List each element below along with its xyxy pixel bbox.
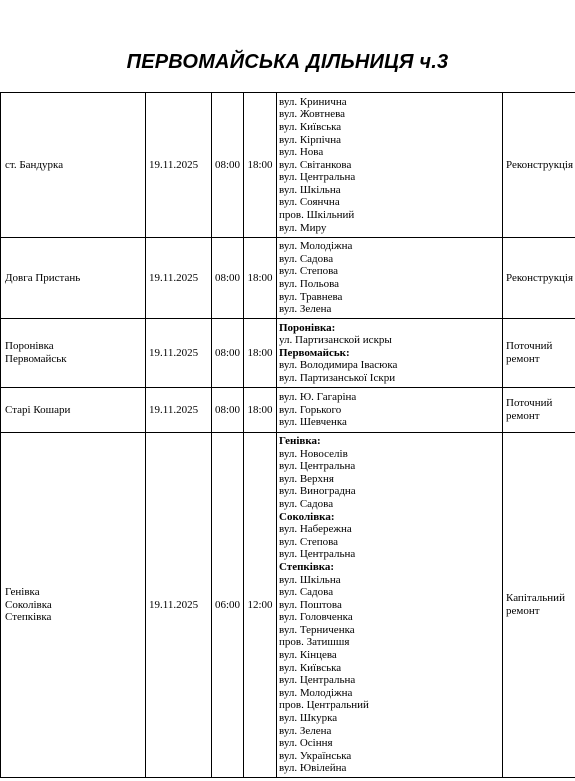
schedule-body	[1, 93, 575, 778]
date-cell: 19.11.2025	[146, 319, 212, 388]
settlement-cell	[1, 93, 146, 238]
start-time-cell: 08:00	[212, 319, 244, 388]
settlement-name: Степківка	[5, 611, 52, 624]
settlement-name: ст. Бандурка	[5, 158, 64, 171]
street-name: вул. Польова	[279, 278, 340, 290]
start-time-cell: 08:00	[212, 238, 244, 319]
settlement-heading: Генівка:	[279, 434, 321, 447]
street-name: вул. Кринична	[279, 95, 347, 108]
settlement-name: Старі Кошари	[5, 403, 71, 416]
street-name: вул. Київська	[279, 120, 342, 133]
settlement-name: Генівка	[5, 586, 40, 599]
table-row	[1, 388, 575, 433]
date-cell: 19.11.2025	[146, 433, 212, 778]
streets-cell	[277, 388, 503, 433]
street-name: вул. Кірпічна	[279, 133, 341, 146]
start-time-cell: 08:00	[212, 93, 244, 238]
table-row	[1, 93, 575, 238]
streets-cell	[277, 433, 503, 778]
street-name: вул. Ювілейна	[279, 762, 347, 775]
street-name: вул. Шкурка	[279, 712, 338, 725]
date-cell: 19.11.2025	[146, 93, 212, 238]
settlement-heading: Степківка:	[279, 560, 335, 573]
work-type-label: Капітальний	[506, 592, 565, 605]
work-type-cell	[503, 93, 575, 238]
street-name: вул. Верхня	[279, 472, 334, 485]
street-name: вул. Центральна	[279, 548, 356, 561]
end-time-cell: 18:00	[244, 93, 277, 238]
settlement-heading: Первомайськ:	[279, 346, 350, 359]
settlement-cell	[1, 319, 146, 388]
street-name: вул. Головченка	[279, 611, 353, 624]
settlement-name: Довга Пристань	[5, 271, 81, 284]
outage-schedule-table	[0, 92, 575, 778]
street-name: вул. Зелена	[279, 724, 332, 737]
work-type-label: ремонт	[506, 410, 540, 422]
start-time-cell: 08:00	[212, 388, 244, 433]
street-name: вул. Жовтнева	[279, 108, 346, 121]
end-time-cell: 12:00	[244, 433, 277, 778]
settlement-cell	[1, 388, 146, 433]
street-name: вул. Світанкова	[279, 158, 352, 171]
street-name: вул. Осіння	[279, 737, 333, 750]
street-name: пров. Центральний	[279, 699, 369, 712]
table-row	[1, 319, 575, 388]
end-time-cell: 18:00	[244, 319, 277, 388]
street-name: вул. Володимира Івасюка	[279, 359, 398, 372]
street-name: вул. Набережна	[279, 523, 352, 536]
street-name: вул. Степова	[279, 265, 339, 278]
table-row	[1, 433, 575, 778]
street-name: ул. Партизанской искры	[279, 334, 392, 347]
settlement-name: Соколівка	[5, 598, 52, 611]
streets-cell	[277, 319, 503, 388]
work-type-cell	[503, 238, 575, 319]
streets-cell	[277, 238, 503, 319]
settlement-heading: Соколівка:	[279, 510, 335, 523]
work-type-label: Реконструкція	[506, 271, 574, 284]
street-name: вул. Київська	[279, 661, 342, 674]
settlement-cell	[1, 238, 146, 319]
streets-cell	[277, 93, 503, 238]
settlement-heading: Поронівка:	[279, 321, 336, 334]
street-name: вул. Шкільна	[279, 573, 341, 586]
work-type-label: Поточний	[506, 340, 553, 353]
settlement-name: Первомайськ	[5, 353, 67, 365]
street-name: вул. Центральна	[279, 460, 356, 473]
end-time-cell: 18:00	[244, 238, 277, 319]
street-name: вул. Шкільна	[279, 183, 341, 196]
street-name: вул. Центральна	[279, 674, 356, 687]
street-name: вул. Українська	[279, 749, 352, 762]
street-name: вул. Миру	[279, 221, 327, 234]
date-cell: 19.11.2025	[146, 238, 212, 319]
start-time-cell: 06:00	[212, 433, 244, 778]
work-type-cell	[503, 433, 575, 778]
street-name: вул. Молодіжна	[279, 240, 353, 253]
street-name: вул. Поштова	[279, 598, 342, 611]
work-type-label: Поточний	[506, 397, 553, 410]
street-name: вул. Зелена	[279, 303, 332, 316]
street-name: вул. Горького	[279, 403, 342, 416]
work-type-label: ремонт	[506, 353, 540, 365]
street-name: вул. Садова	[279, 586, 334, 599]
work-type-label: ремонт	[506, 605, 540, 617]
street-name: вул. Степова	[279, 535, 339, 548]
street-name: вул. Кінцева	[279, 649, 337, 662]
street-name: вул. Соянчна	[279, 196, 340, 209]
street-name: вул. Терниченка	[279, 623, 355, 636]
street-name: вул. Травнева	[279, 290, 343, 303]
table-row	[1, 238, 575, 319]
date-cell: 19.11.2025	[146, 388, 212, 433]
street-name: вул. Молодіжна	[279, 686, 353, 699]
end-time-cell: 18:00	[244, 388, 277, 433]
page-title: ПЕРВОМАЙСЬКА ДІЛЬНИЦЯ ч.3	[126, 51, 449, 73]
work-type-cell	[503, 319, 575, 388]
street-name: вул. Нова	[279, 146, 324, 159]
street-name: вул. Садова	[279, 497, 334, 510]
work-type-cell	[503, 388, 575, 433]
settlement-cell	[1, 433, 146, 778]
street-name: вул. Партизанської Іскри	[279, 371, 396, 384]
street-name: пров. Затишшя	[279, 636, 350, 649]
settlement-name: Поронівка	[5, 340, 54, 353]
street-name: вул. Виноградна	[279, 485, 356, 498]
street-name: вул. Центральна	[279, 171, 356, 184]
street-name: вул. Шевченка	[279, 416, 347, 429]
work-type-label: Реконструкція	[506, 158, 574, 171]
street-name: вул. Садова	[279, 252, 334, 265]
street-name: пров. Шкільний	[279, 209, 355, 222]
street-name: вул. Ю. Гагаріна	[279, 391, 357, 404]
street-name: вул. Новоселів	[279, 447, 348, 460]
